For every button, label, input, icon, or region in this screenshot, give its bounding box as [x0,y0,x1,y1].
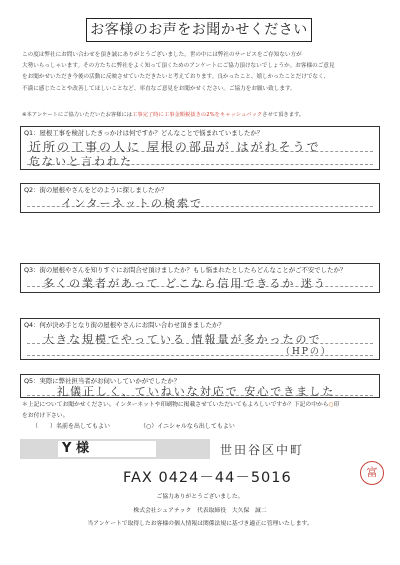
question-box-q4 [20,318,380,360]
question-box-q3 [20,263,380,293]
question-label: Q1：屋根工事を検討したきっかけは何ですか？どんなことで悩まれていましたか？ [24,129,264,137]
question-label: Q2：街の屋根やさんをどのように探しましたか？ [24,186,168,194]
option-initial-ok[interactable]: （○）イニシャルなら出してもよい [139,423,235,430]
fax-number: FAX 0424－44－5016 [123,470,292,486]
intro-line: をお聞かせいただき今後の活動に反映させていただきたいと考えております。良かったこと、嬉しかったことだけでなく、 [22,74,330,81]
customer-name: Y [62,441,72,456]
consent-options [32,421,263,430]
intro-line: 不満に感じたことや改善してほしいことなど、率直なご意見をお聞かせください。ご協力をお願い致します。 [22,85,296,92]
option-label: イニシャルなら出してもよい [157,423,235,430]
handwritten-answer: インターネットの検索で [61,197,204,210]
handwritten-answer: 多くの業者があって どこなら信用できるか 迷う [43,277,327,290]
publication-consent [22,400,382,421]
note-suffix: させて頂きます。 [262,112,305,118]
consent-text: ＊上記についてお聞かせください。インターネットや印刷物に掲載させていただいてもよろしいですか？下記の中から [22,402,329,408]
question-label: Q4：何が決め手となり街の屋根やさんにお問い合わせ頂きましたか？ [24,321,225,329]
intro-paragraph [22,50,380,95]
question-box-q2 [20,183,380,213]
consent-mark: ○ [328,402,334,408]
name-field-bg [20,439,210,459]
handwritten-answer: 礼儀正しく、ていねいな対応で 安心できました [57,385,336,398]
handwritten-answer: 大きな規模でやっている 情報量が多かったので [43,333,322,346]
note-highlight: 工事完了時に工事金額税抜きの2%をキャッシュバック [132,112,263,118]
circle-mark: ○ [145,423,152,430]
intro-line: この度は弊社にお問い合わせを頂き誠にありがとうございました。世の中には弊社のサービスをご存知ない方が [22,52,302,58]
option-label: 名前を出してもよい [56,423,111,430]
handwritten-answer: （HPの） [281,347,332,357]
company-seal-icon: 富 [360,461,384,485]
consent-line: をお付け下さい。 [22,412,69,419]
cashback-note [22,110,380,118]
footer-thanks: ご協力ありがとうございました。 [156,494,244,500]
question-label: Q3：街の屋根やさんを知りすぐにお問合せ頂けましたか？もし悩まれたとしたらどんなことがご不安でしたか？ [24,266,347,274]
customer-address: 世田谷区中町 [220,443,305,457]
footer-privacy: 当アンケートで取得したお客様の個人情報は関係法規に基づき適正に管理いたします。 [87,521,313,527]
handwritten-answer: 近所の工事の人に 屋根の部品が はがれそうで [29,140,321,154]
note-prefix: ※本アンケートにご協力いただいたお客様には [22,112,133,118]
customer-name-field [58,441,156,457]
footer-company: 株式会社シェアテック 代表取締役 大久保 誠二 [133,508,267,514]
question-label: Q5：実際に弊社担当者がお伺いしていかがでしたか？ [24,377,181,385]
option-name-ok[interactable]: （ ）名前を出してもよい [32,423,111,430]
customer-honorific: 様 [75,441,89,456]
consent-line [22,400,382,411]
question-box-q5 [20,374,380,398]
customer-info-row [20,439,380,461]
consent-text: 印 [333,402,340,408]
intro-line: 大勢いらっしゃいます。その方たちに弊社をよく知って頂くためのアンケートにご協力頂けないでしょうか。お客様のご意見 [22,63,335,70]
question-box-q1 [20,126,380,170]
page-title: お客様のお声をお聞かせください [86,18,312,42]
handwritten-answer: 危ないと言われた [29,155,133,168]
